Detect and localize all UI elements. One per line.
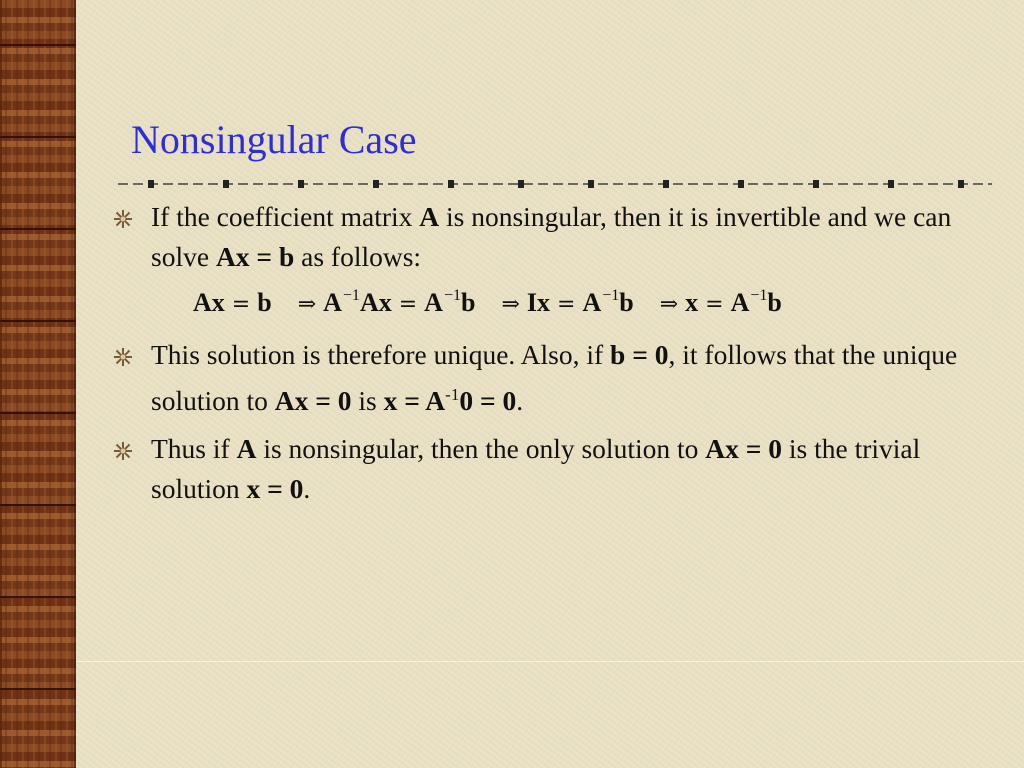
eq-term: A bbox=[323, 288, 342, 317]
eq-term: b bbox=[619, 288, 634, 317]
title-divider bbox=[118, 177, 992, 191]
bullet-text: Thus if A is nonsingular, then the only solution to Ax = 0 is the trivial solution x = 0. bbox=[151, 433, 921, 505]
eq-symbol: = bbox=[398, 292, 418, 317]
eq-term: A bbox=[730, 288, 750, 317]
implies-icon: ⇒ bbox=[659, 292, 679, 317]
footer-divider bbox=[76, 661, 1024, 662]
bullet-item bbox=[112, 429, 992, 509]
eq-term: x bbox=[685, 288, 699, 317]
bullet-text: This solution is therefore unique. Also, if b = 0, it follows that the unique solution to Ax = 0 is $x = A^{-1}0 = 0$. bbox=[151, 339, 958, 417]
eq-exponent: −1 bbox=[750, 287, 768, 304]
eq-symbol: = bbox=[705, 292, 724, 317]
implies-icon: ⇒ bbox=[501, 292, 520, 317]
starburst-bullet-icon bbox=[112, 208, 134, 230]
eq-symbol: = bbox=[231, 292, 251, 317]
bullet-item bbox=[112, 335, 992, 421]
eq-term: A bbox=[582, 288, 602, 317]
eq-exponent: −1 bbox=[342, 287, 360, 304]
eq-term: b bbox=[257, 288, 272, 317]
eq-term: b bbox=[460, 288, 476, 317]
eq-term: Ax bbox=[193, 288, 225, 317]
eq-symbol: = bbox=[557, 292, 576, 317]
bullet-text: If the coefficient matrix A is nonsingular, then it is invertible and we can solve Ax = b as follows: bbox=[151, 201, 952, 272]
eq-term: Ix bbox=[526, 288, 550, 317]
eq-exponent: −1 bbox=[602, 287, 620, 304]
derivation-equation bbox=[193, 287, 782, 318]
eq-term: Ax bbox=[359, 288, 392, 317]
eq-term: A bbox=[424, 288, 443, 317]
slide-title: Nonsingular Case bbox=[131, 117, 417, 162]
wood-border bbox=[0, 0, 76, 768]
bullet-item bbox=[112, 197, 992, 277]
implies-icon: ⇒ bbox=[297, 292, 317, 317]
starburst-bullet-icon bbox=[112, 440, 134, 462]
starburst-bullet-icon bbox=[112, 346, 134, 368]
bullet-list bbox=[112, 197, 992, 509]
eq-exponent: −1 bbox=[443, 287, 461, 304]
eq-term: b bbox=[767, 288, 782, 317]
